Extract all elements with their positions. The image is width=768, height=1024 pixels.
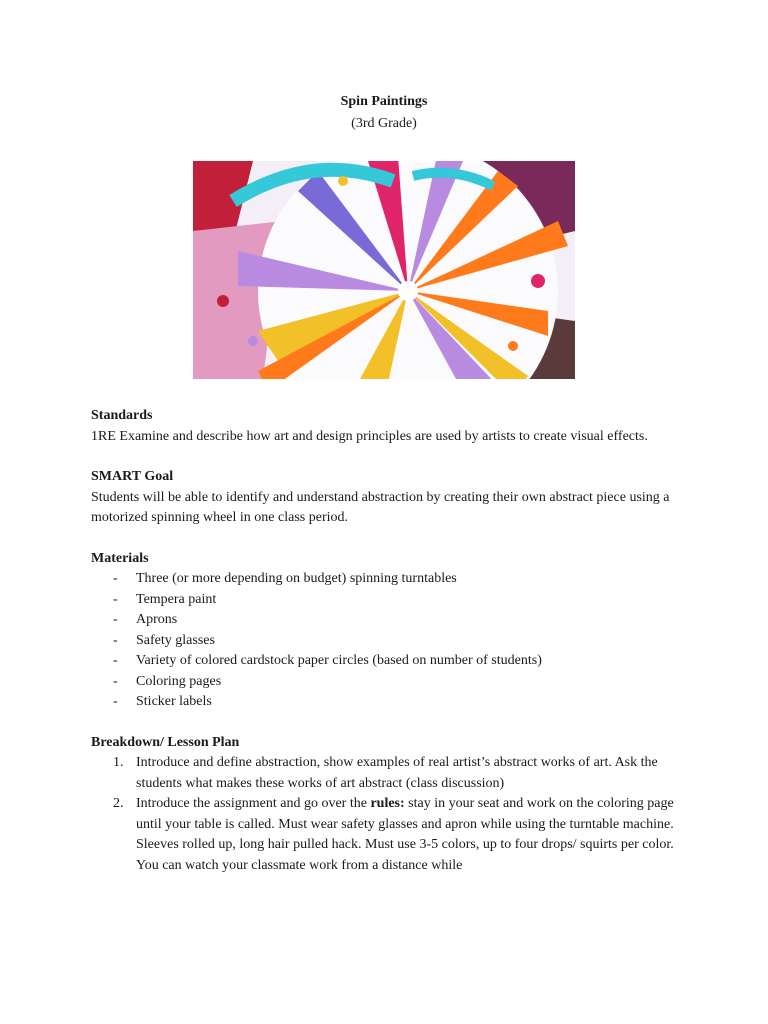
list-item: - Aprons: [91, 610, 691, 631]
materials-heading: Materials: [91, 550, 149, 566]
list-item: - Coloring pages: [91, 672, 691, 693]
step-number: 1.: [113, 755, 124, 770]
list-item: - Three (or more depending on budget) spinning turntables: [91, 569, 691, 590]
document-title: Spin Paintings: [340, 94, 428, 109]
standards-section: [91, 406, 691, 447]
rules-label: rules:: [370, 796, 405, 811]
materials-list: [91, 569, 691, 713]
list-item: - Tempera paint: [91, 590, 691, 611]
lesson-step: [91, 753, 691, 794]
step-number: 2.: [113, 796, 124, 811]
lesson-plan-heading: Breakdown/ Lesson Plan: [91, 734, 240, 750]
list-item: - Sticker labels: [91, 692, 691, 713]
smart-goal-text: Students will be able to identify and understand abstraction by creating their own abstract piece using a motorized spinning wheel in one class period.: [91, 489, 670, 525]
step-text-post: stay in your seat and work on the coloring page until your table is called. Must wear safety glasses and apron while using the turntable machine. Sleeves rolled up, long hair pulled hack. Must use 3-5 colors, up to four drops/ squirts per color. You can watch your classmate work from a distance while: [136, 796, 674, 873]
step-text-pre: Introduce the assignment and go over the: [136, 796, 371, 811]
standards-text: 1RE Examine and describe how art and design principles are used by artists to create visual effects.: [91, 428, 648, 444]
document-subtitle: (3rd Grade): [351, 116, 417, 131]
lesson-step: [91, 794, 691, 876]
materials-section: [91, 549, 691, 713]
lesson-plan-section: [91, 733, 691, 877]
smart-goal-heading: SMART Goal: [91, 469, 174, 484]
list-item: - Safety glasses: [91, 631, 691, 652]
list-item: - Variety of colored cardstock paper circles (based on number of students): [91, 651, 691, 672]
lesson-content: [91, 406, 691, 896]
standards-heading: Standards: [91, 408, 153, 423]
spin-painting-image: [193, 161, 575, 379]
step-text: Introduce and define abstraction, show examples of real artist’s abstract works of art. Ask the students what makes these works of art abstract (class discussion): [136, 755, 658, 791]
lesson-steps: [91, 753, 691, 876]
smart-goal-section: [91, 467, 691, 529]
